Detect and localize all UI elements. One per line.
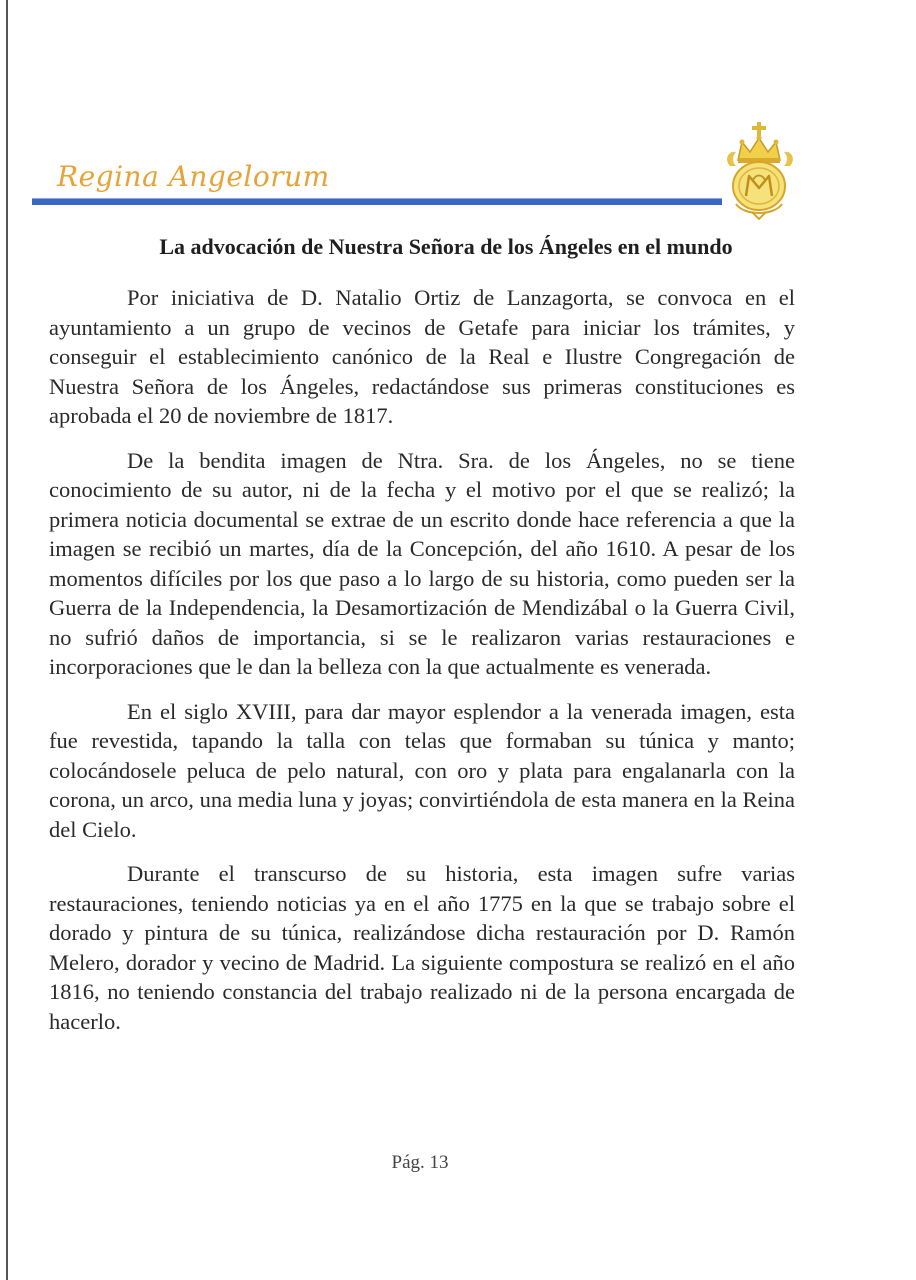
paragraph: Durante el transcurso de su historia, esta imagen sufre varias restauraciones, teniendo noticias ya en el año 1775 en la que se trabajo sobre el dorado y pintura de su túnica, realizándose dicha restauración por D. Ramón Melero, dorador y vecino de Madrid. La siguiente compostura se realizó en el año 1816, no teniendo constancia del trabajo realizado ni de la persona encargada de hacerlo. [49,861,795,1034]
publication-title: Regina Angelorum [57,160,330,193]
paragraph: En el siglo XVIII, para dar mayor esplendor a la venerada imagen, esta fue revestida, tapando la talla con telas que formaban su túnica y manto; colocándosele peluca de pelo natural, con oro y plata para engalanarla con la corona, un arco, una media luna y joyas; convirtiéndola de esta manera en la Reina del Cielo. [49,698,795,842]
header-rule [32,198,722,205]
paragraph: De la bendita imagen de Ntra. Sra. de los Ángeles, no se tiene conocimiento de su autor, ni de la fecha y el motivo por el que se realizó; la primera noticia documental se extrae de un escrito donde hace referencia a que la imagen se recibió un martes, día de la Concepción, del año 1610. A pesar de los momentos difíciles por los que paso a lo largo de su historia, como pueden ser la Guerra de la Independencia, la Desamortización de Mendizábal o la Guerra Civil, no sufrió daños de importancia, si se le realizaron varias restauraciones e incorporaciones que le dan la belleza con la que actualmente es venerada. [49,447,795,679]
article-body [49,283,795,1051]
paragraph: Por iniciativa de D. Natalio Ortiz de Lanzagorta, se convoca en el ayuntamiento a un grupo de vecinos de Getafe para iniciar los trámites, y conseguir el establecimiento canónico de la Real e Ilustre Congregación de Nuestra Señora de los Ángeles, redactándose sus primeras constituciones es aprobada el 20 de noviembre de 1817. [49,285,795,428]
marian-crown-emblem-icon [722,120,798,220]
article-title: La advocación de Nuestra Señora de los Ángeles en el mundo [159,234,733,259]
page-number: Pág. 13 [391,1152,449,1173]
scan-edge-line [6,0,8,1280]
page-header [32,160,722,210]
